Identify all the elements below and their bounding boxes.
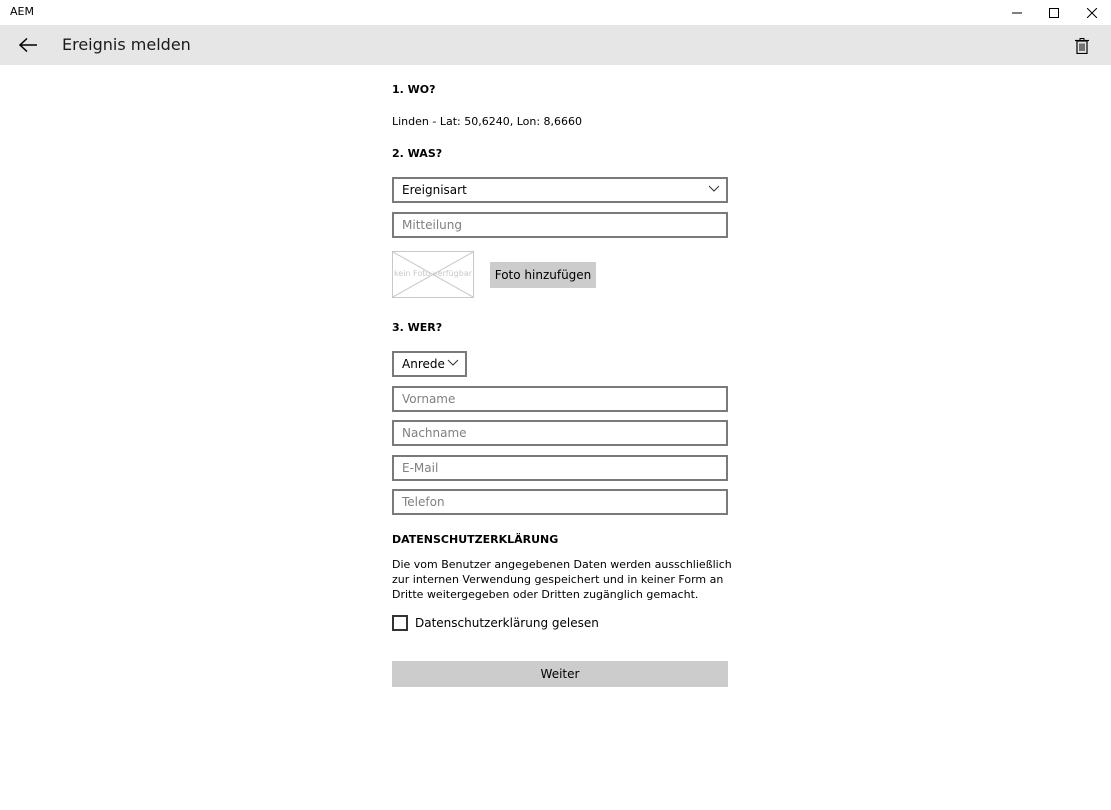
- delete-button[interactable]: [1066, 31, 1098, 61]
- photo-placeholder-text: kein Foto verfügbar: [393, 269, 473, 278]
- phone-input[interactable]: [394, 491, 726, 513]
- location-text: Linden - Lat: 50,6240, Lon: 8,6660: [392, 115, 583, 128]
- lastname-field[interactable]: [392, 420, 728, 446]
- close-button[interactable]: [1073, 0, 1111, 25]
- phone-field[interactable]: [392, 489, 728, 515]
- app-title: AEM: [10, 5, 34, 18]
- privacy-checkbox[interactable]: [392, 615, 408, 631]
- page-title: Ereignis melden: [62, 35, 191, 54]
- privacy-checkbox-row[interactable]: [392, 614, 599, 632]
- window-titlebar: [0, 0, 1111, 25]
- event-type-select-value: Ereignisart: [402, 183, 467, 197]
- maximize-icon: [1049, 8, 1059, 18]
- add-photo-button[interactable]: Foto hinzufügen: [490, 262, 596, 288]
- salutation-select-value: Anrede: [402, 357, 445, 371]
- minimize-icon: [1012, 8, 1022, 18]
- maximize-button[interactable]: [1035, 0, 1073, 25]
- firstname-input[interactable]: [394, 388, 726, 410]
- salutation-select[interactable]: [392, 351, 467, 377]
- section-heading-what: 2. WAS?: [392, 147, 443, 160]
- email-input[interactable]: [394, 457, 726, 479]
- app-header: [0, 25, 1111, 65]
- section-heading-where: 1. WO?: [392, 83, 436, 96]
- trash-icon: [1075, 38, 1089, 54]
- next-button[interactable]: Weiter: [392, 661, 728, 687]
- close-icon: [1087, 8, 1097, 18]
- privacy-heading: DATENSCHUTZERKLÄRUNG: [392, 533, 559, 546]
- minimize-button[interactable]: [998, 0, 1036, 25]
- message-input[interactable]: [394, 214, 726, 236]
- lastname-input[interactable]: [394, 422, 726, 444]
- back-button[interactable]: [10, 28, 46, 62]
- privacy-text: Die vom Benutzer angegebenen Daten werden ausschließlich zur internen Verwendung gespeichert und in keiner Form an Dritte weitergegeben oder Dritten zugänglich gemacht.: [392, 558, 732, 601]
- firstname-field[interactable]: [392, 386, 728, 412]
- chevron-down-icon: [447, 359, 459, 367]
- chevron-down-icon: [708, 185, 720, 193]
- message-field[interactable]: [392, 212, 728, 238]
- privacy-checkbox-label[interactable]: Datenschutzerklärung gelesen: [415, 616, 599, 630]
- photo-placeholder: [392, 251, 474, 298]
- event-type-select[interactable]: [392, 177, 728, 203]
- back-arrow-icon: [19, 38, 37, 52]
- email-field[interactable]: [392, 455, 728, 481]
- section-heading-who: 3. WER?: [392, 321, 443, 334]
